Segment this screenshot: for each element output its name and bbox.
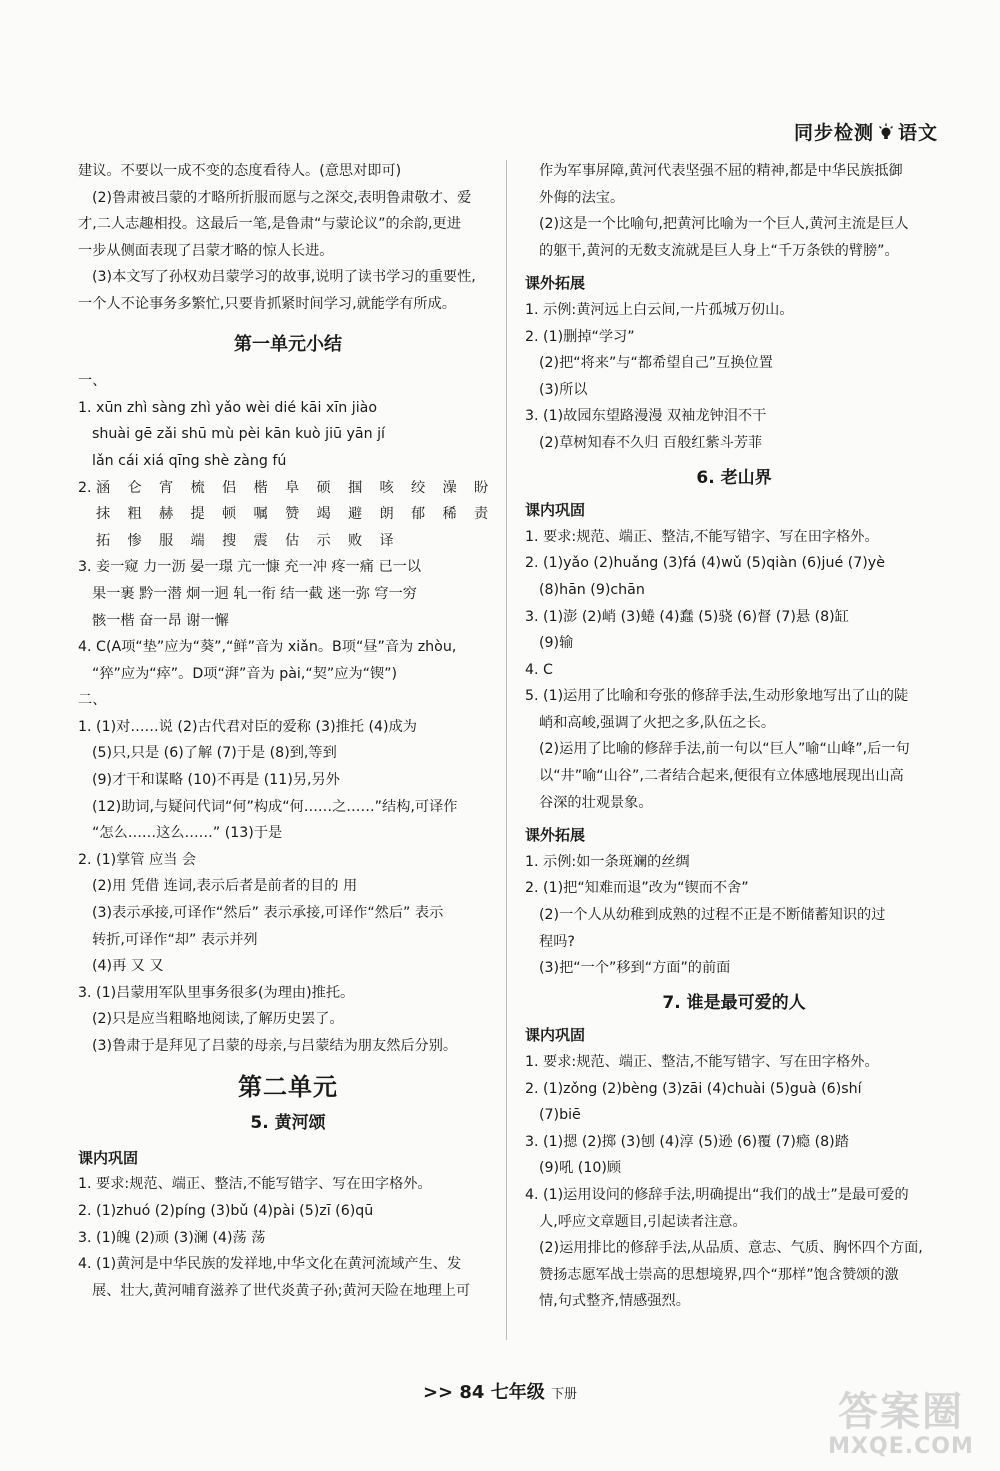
line: 5. (1)运用了比喻和夸张的修辞手法,生动形象地写出了山的陡 [525,688,909,705]
line: 3. 妾一窥 力一沥 晏一璟 亢一慷 充一冲 疼一痛 已一以 [78,559,422,576]
line: (12)助词,与疑问代词“何”构成“何……之……”结构,可译作 [92,798,458,815]
line: 2. (1)zhuó (2)píng (3)bǔ (4)pài (5)zī (6)qū [78,1202,374,1219]
line: 人,呼应文章题目,引起读者注意。 [539,1213,747,1230]
line: (3)鲁肃于是拜见了吕蒙的母亲,与吕蒙结为朋友然后分别。 [92,1038,458,1054]
summary-title: 第一单元小结 [234,333,342,355]
line: (3)所以 [539,381,588,398]
watermark-url: MXQE.COM [828,1434,974,1459]
line: 2. (1)掌管 应当 会 [78,851,197,868]
q2-block [78,475,498,555]
line: 以“井”喻“山谷”,二者结合起来,便很有立体感地展现出山高 [539,768,904,785]
line: shuài gē zǎi shū mù pèi kān kuò jiū yān jí [92,426,385,443]
char: 顿 [222,506,237,523]
line: (3)把“一个”移到“方面”的前面 [539,960,731,977]
line: 2. (1)yǎo (2)huǎng (3)fá (4)wǔ (5)qiàn (6)jué (7)yè [525,555,885,572]
line: lǎn cái xiá qīng shè zàng fú [92,452,287,469]
subject-text: 语文 [897,122,938,144]
line: 1. 示例:如一条斑斓的丝绸 [525,853,690,870]
line: (2)运用排比的修辞手法,从品质、意志、气质、胸怀四个方面, [539,1240,923,1257]
line: 展、壮大,黄河哺育滋养了世代炎黄子孙;黄河天险在地理上可 [92,1282,471,1299]
char: 粗 [127,506,142,523]
char: 估 [285,532,300,549]
line: (3)表示承接,可译作“然后” 表示承接,可译作“然后” 表示 [92,905,444,922]
lesson-title: 5. 黄河颂 [250,1113,326,1134]
char: 咳 [379,479,394,496]
watermark-logo [816,1390,986,1470]
line: 作为军事屏障,黄河代表坚强不屈的精神,都是中华民族抵御 [539,163,903,179]
volume-label: 下册 [551,1387,578,1402]
grade-label: 七年级 [490,1382,545,1403]
brand-text: 同步检测 [793,122,874,144]
line: (9)输 [539,635,574,652]
line: 外侮的法宝。 [539,189,625,206]
line: 3. (1)澎 (2)峭 (3)蜷 (4)蠢 (5)骁 (6)督 (7)悬 (8)缸 [525,608,849,625]
line: 的躯干,黄河的无数支流就是巨人身上“千万条铁的臂膀”。 [539,242,899,259]
char: 端 [190,532,205,549]
watermark-text: 答案圈 [838,1389,964,1435]
line: 情,句式整齐,情感强烈。 [539,1293,690,1310]
line: (5)只,只是 (6)了解 (7)于是 (8)到,等到 [92,745,337,762]
q2-label: 2. [78,479,92,496]
char: 竭 [316,506,331,523]
char: 涵 [96,479,111,496]
line: (3)本文写了孙权劝吕蒙学习的故事,说明了读书学习的重要性, [92,269,476,286]
left-column [78,158,498,1304]
line: 2. (1)删掉“学习” [525,328,635,345]
char: 澡 [442,479,457,496]
char-row [96,501,506,528]
line: 4. C [525,661,553,678]
line: 才,二人志趣相投。这最后一笔,是鲁肃“与蒙论议”的余韵,更进 [78,216,461,233]
char: 侣 [222,479,237,496]
footer-arrows: >> [422,1382,454,1403]
line: 2. (1)把“知难而退”改为“锲而不舍” [525,880,749,897]
char: 败 [348,532,363,549]
section-heading: 课内巩固 [78,1148,139,1167]
char: 盼 [474,479,489,496]
char: 惨 [127,532,142,549]
line: 一个人不论事务多繁忙,只要肯抓紧时间学习,就能学有所成。 [78,295,456,312]
line: “猝”应为“瘁”。D项“湃”音为 pài,“契”应为“锲”) [92,665,398,682]
char: 稀 [442,506,457,523]
char-row [96,475,506,502]
line: 骸一楷 奋一昂 谢一懈 [92,612,229,629]
char: 楷 [253,479,268,496]
line: (2)鲁肃被吕蒙的才略所折服而愿与之深交,表明鲁肃敬才、爱 [92,189,472,206]
char: 责 [474,506,489,523]
char: 避 [348,506,363,523]
line: (2)把“将来”与“都希望自己”互换位置 [539,355,773,372]
char: 赫 [159,506,174,523]
section-heading: 课外拓展 [525,826,586,845]
line: (9)吼 (10)顾 [539,1160,622,1177]
line: (2)一个人从幼稚到成熟的过程不正是不断储蓄知识的过 [539,907,886,924]
line: 一步从侧面表现了吕蒙才略的惊人长进。 [78,242,334,259]
line: 1. 要求:规范、端正、整洁,不能写错字、写在田字格外。 [78,1176,432,1193]
line: (2)只是应当粗略地阅读,了解历史罢了。 [92,1011,344,1028]
line: 3. (1)魄 (2)顽 (3)澜 (4)荡 荡 [78,1229,266,1246]
char: 阜 [285,479,300,496]
char: 朗 [379,506,394,523]
line: 3. (1)吕蒙用军队里事务很多(为理由)推托。 [78,984,355,1001]
line: 2. (1)zǒng (2)bèng (3)zāi (4)chuài (5)guà (6)shí [525,1080,862,1097]
line: 程吗? [539,933,575,950]
char: 抹 [96,506,111,523]
char-row [96,528,506,555]
column-divider [506,160,507,1340]
line: (2)运用了比喻的修辞手法,前一句以“巨人”喻“山峰”,后一句 [539,741,910,758]
line: 4. (1)运用设问的修辞手法,明确提出“我们的战士”是最可爱的 [525,1186,909,1203]
char: 梳 [190,479,205,496]
line: 1. 要求:规范、端正、整洁,不能写错字、写在田字格外。 [525,528,879,545]
char: 震 [253,532,268,549]
lesson-title: 6. 老山界 [696,467,772,488]
section-heading: 课内巩固 [525,501,586,520]
line: (2)草树知春不久归 百般红紫斗芳菲 [539,434,763,451]
char: 绞 [411,479,426,496]
line: 1. 要求:规范、端正、整洁,不能写错字、写在田字格外。 [525,1054,879,1070]
line: 4. (1)黄河是中华民族的发祥地,中华文化在黄河流域产生、发 [78,1256,462,1273]
line: (4)再 又 又 [92,958,164,975]
char: 掴 [348,479,363,496]
line: 3. (1)摁 (2)掷 (3)刨 (4)淳 (5)逊 (6)覆 (7)瘾 (8)踏 [525,1133,849,1150]
line: 峭和高峻,强调了火把之多,队伍之长。 [539,714,776,731]
char: 赞 [285,506,300,523]
char: 嘱 [253,506,268,523]
line: 3. (1)故园东望路漫漫 双袖龙钟泪不干 [525,408,767,425]
char: 服 [159,532,174,549]
right-column [525,158,943,1315]
char: 郁 [411,506,426,523]
line: 1. xūn zhì sàng zhì yǎo wèi dié kāi xīn jiào [78,399,378,416]
lesson-title: 7. 谁是最可爱的人 [662,992,806,1013]
line: “怎么……这么……” (13)于是 [92,825,283,842]
line: (2)这是一个比喻句,把黄河比喻为一个巨人,黄河主流是巨人 [539,216,909,233]
char: 仑 [127,479,142,496]
line: 谷深的壮观景象。 [539,794,653,811]
line: 赞扬志愿军战士崇高的思想境界,四个“那样”饱含赞颂的激 [539,1266,899,1283]
char: 硕 [316,479,331,496]
char: 拓 [96,532,111,549]
char: 示 [316,532,331,549]
line: (2)用 凭借 连词,表示后者是前者的目的 用 [92,878,358,895]
line: (9)才干和谋略 (10)不再是 (11)另,另外 [92,772,340,789]
line: 1. 示例:黄河远上白云间,一片孤城万仞山。 [525,301,794,318]
line: 建议。不要以一成不变的态度看待人。(意思对即可) [78,163,402,179]
page-number: 84 [459,1382,485,1403]
char: 宵 [159,479,174,496]
line: (7)biē [539,1107,581,1124]
part-label: 一、 [78,373,107,390]
line: 果一裹 黔一潜 炯一迥 轧一衔 结一截 迷一弥 穹一穷 [92,585,417,602]
char: 提 [190,506,205,523]
line: 转折,可译作“却” 表示并列 [92,931,258,948]
section-heading: 课外拓展 [525,274,586,293]
char: 搜 [222,532,237,549]
line: 1. (1)对……说 (2)古代君对臣的爱称 (3)推托 (4)成为 [78,718,417,735]
header-brand [794,118,938,145]
line: (8)hān (9)chān [539,581,645,598]
part-label: 二、 [78,692,107,709]
lightbulb-icon [878,123,894,141]
unit-title: 第二单元 [238,1072,338,1101]
line: 4. C(A项“垫”应为“葵”,“鲜”音为 xiǎn。B项“昼”音为 zhòu, [78,639,457,656]
section-heading: 课内巩固 [525,1026,586,1045]
char: 译 [379,532,394,549]
